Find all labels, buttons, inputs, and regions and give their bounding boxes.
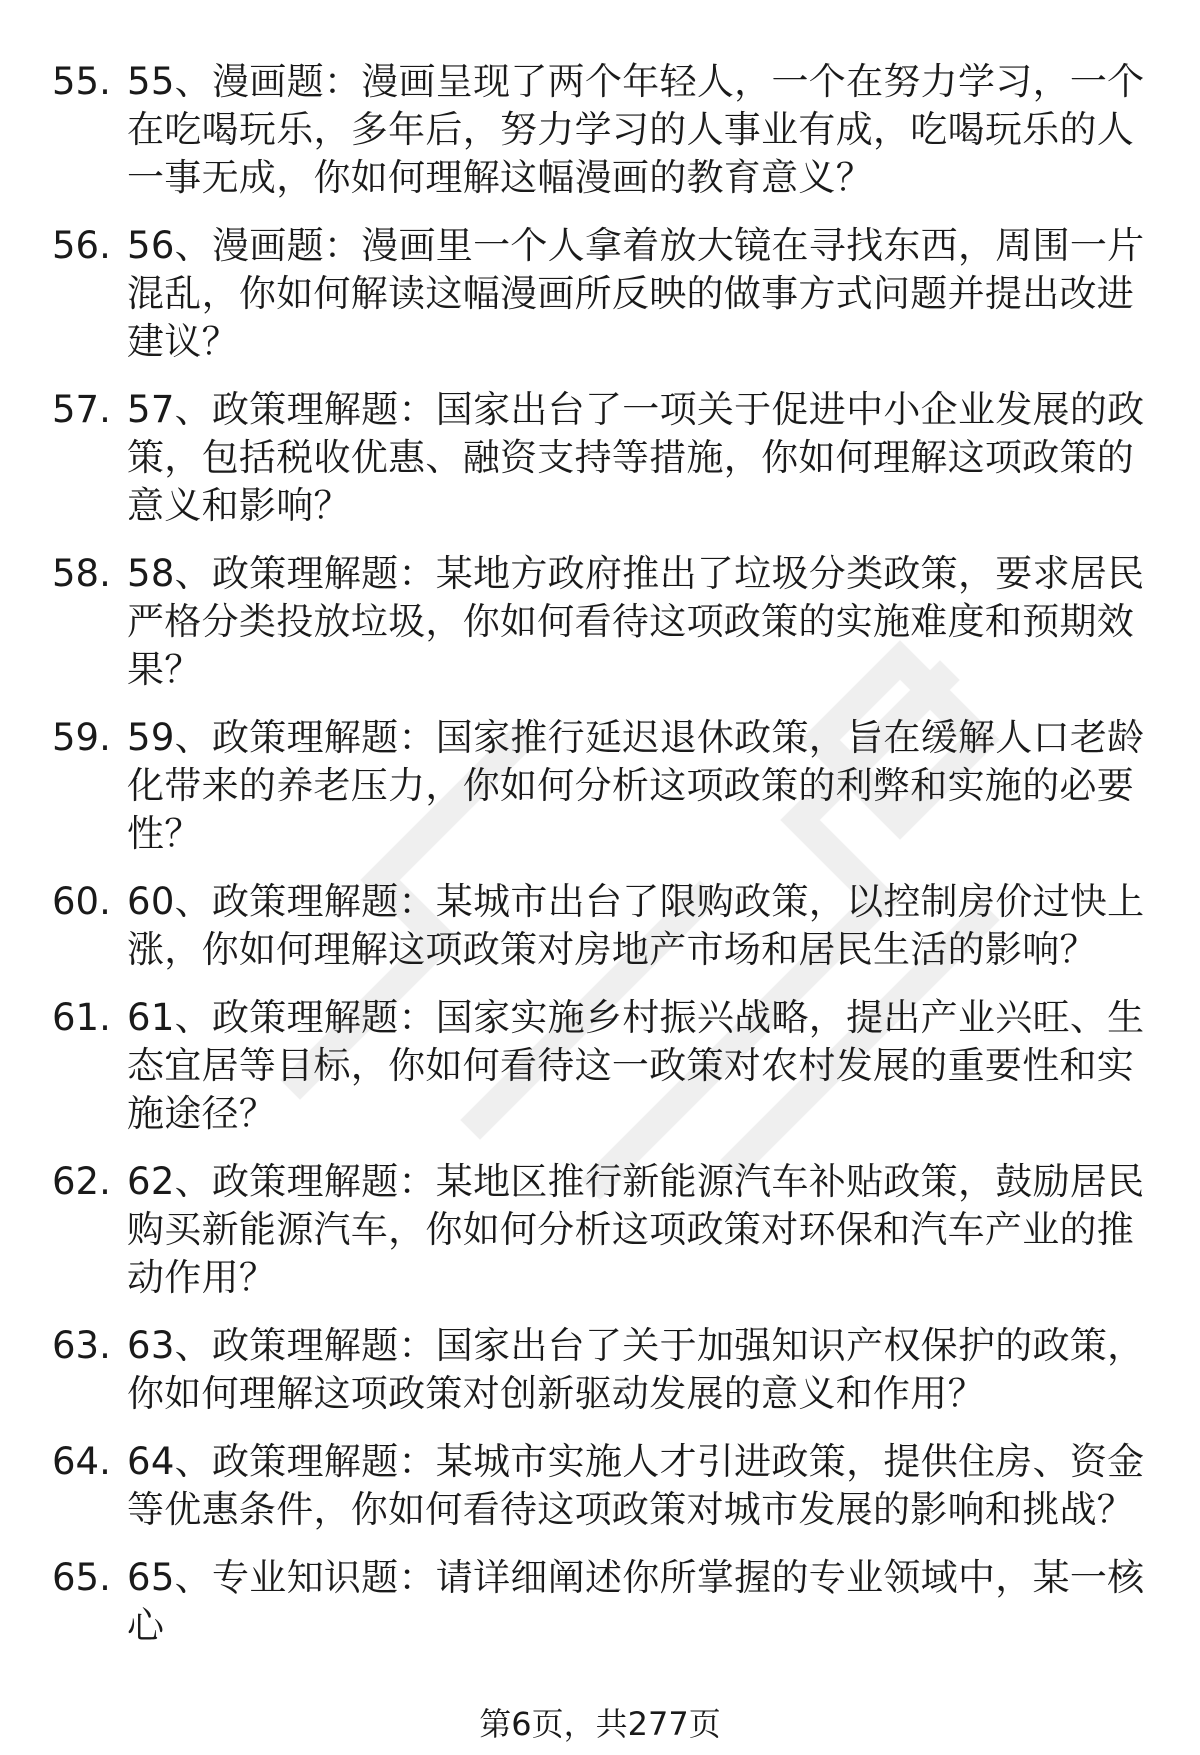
- question-text: 61、政策理解题：国家实施乡村振兴战略，提出产业兴旺、生态宜居等目标，你如何看待这一政策对农村发展的重要性和实施途径？: [127, 996, 1145, 1135]
- question-text: 57、政策理解题：国家出台了一项关于促进中小企业发展的政策，包括税收优惠、融资支持等措施，你如何理解这项政策的意义和影响？: [127, 388, 1145, 527]
- question-item: [52, 58, 1152, 202]
- question-number: 65.: [52, 1556, 111, 1599]
- question-text: 59、政策理解题：国家推行延迟退休政策，旨在缓解人口老龄化带来的养老压力，你如何分析这项政策的利弊和实施的必要性？: [127, 716, 1145, 855]
- question-item: [52, 1554, 1152, 1650]
- question-number: 57.: [52, 388, 111, 431]
- question-number: 59.: [52, 716, 111, 759]
- question-item: [52, 386, 1152, 530]
- question-text: 56、漫画题：漫画里一个人拿着放大镜在寻找东西，周围一片混乱，你如何解读这幅漫画所反映的做事方式问题并提出改进建议？: [127, 224, 1145, 363]
- question-item: [52, 994, 1152, 1138]
- question-item: [52, 1322, 1152, 1418]
- question-number: 64.: [52, 1440, 111, 1483]
- question-item: [52, 714, 1152, 858]
- question-item: [52, 550, 1152, 694]
- question-text: 62、政策理解题：某地区推行新能源汽车补贴政策，鼓励居民购买新能源汽车，你如何分析这项政策对环保和汽车产业的推动作用？: [127, 1160, 1145, 1299]
- question-text: 63、政策理解题：国家出台了关于加强知识产权保护的政策，你如何理解这项政策对创新驱动发展的意义和作用？: [127, 1324, 1145, 1415]
- question-number: 61.: [52, 996, 111, 1039]
- question-item: [52, 222, 1152, 366]
- question-number: 58.: [52, 552, 111, 595]
- question-item: [52, 1158, 1152, 1302]
- question-number: 56.: [52, 224, 111, 267]
- question-number: 63.: [52, 1324, 111, 1367]
- page-indicator: 第6页，共277页: [479, 1705, 721, 1743]
- question-number: 62.: [52, 1160, 111, 1203]
- question-number: 60.: [52, 880, 111, 923]
- question-text: 64、政策理解题：某城市实施人才引进政策，提供住房、资金等优惠条件，你如何看待这项政策对城市发展的影响和挑战？: [127, 1440, 1145, 1531]
- question-text: 55、漫画题：漫画呈现了两个年轻人，一个在努力学习，一个在吃喝玩乐，多年后，努力学习的人事业有成，吃喝玩乐的人一事无成，你如何理解这幅漫画的教育意义？: [127, 60, 1145, 199]
- question-text: 58、政策理解题：某地方政府推出了垃圾分类政策，要求居民严格分类投放垃圾，你如何看待这项政策的实施难度和预期效果？: [127, 552, 1145, 691]
- question-item: [52, 878, 1152, 974]
- question-text: 65、专业知识题：请详细阐述你所掌握的专业领域中，某一核心: [127, 1556, 1145, 1647]
- question-text: 60、政策理解题：某城市出台了限购政策，以控制房价过快上涨，你如何理解这项政策对房地产市场和居民生活的影响？: [127, 880, 1145, 971]
- question-number: 55.: [52, 60, 111, 103]
- question-list: [52, 58, 1152, 1670]
- question-item: [52, 1438, 1152, 1534]
